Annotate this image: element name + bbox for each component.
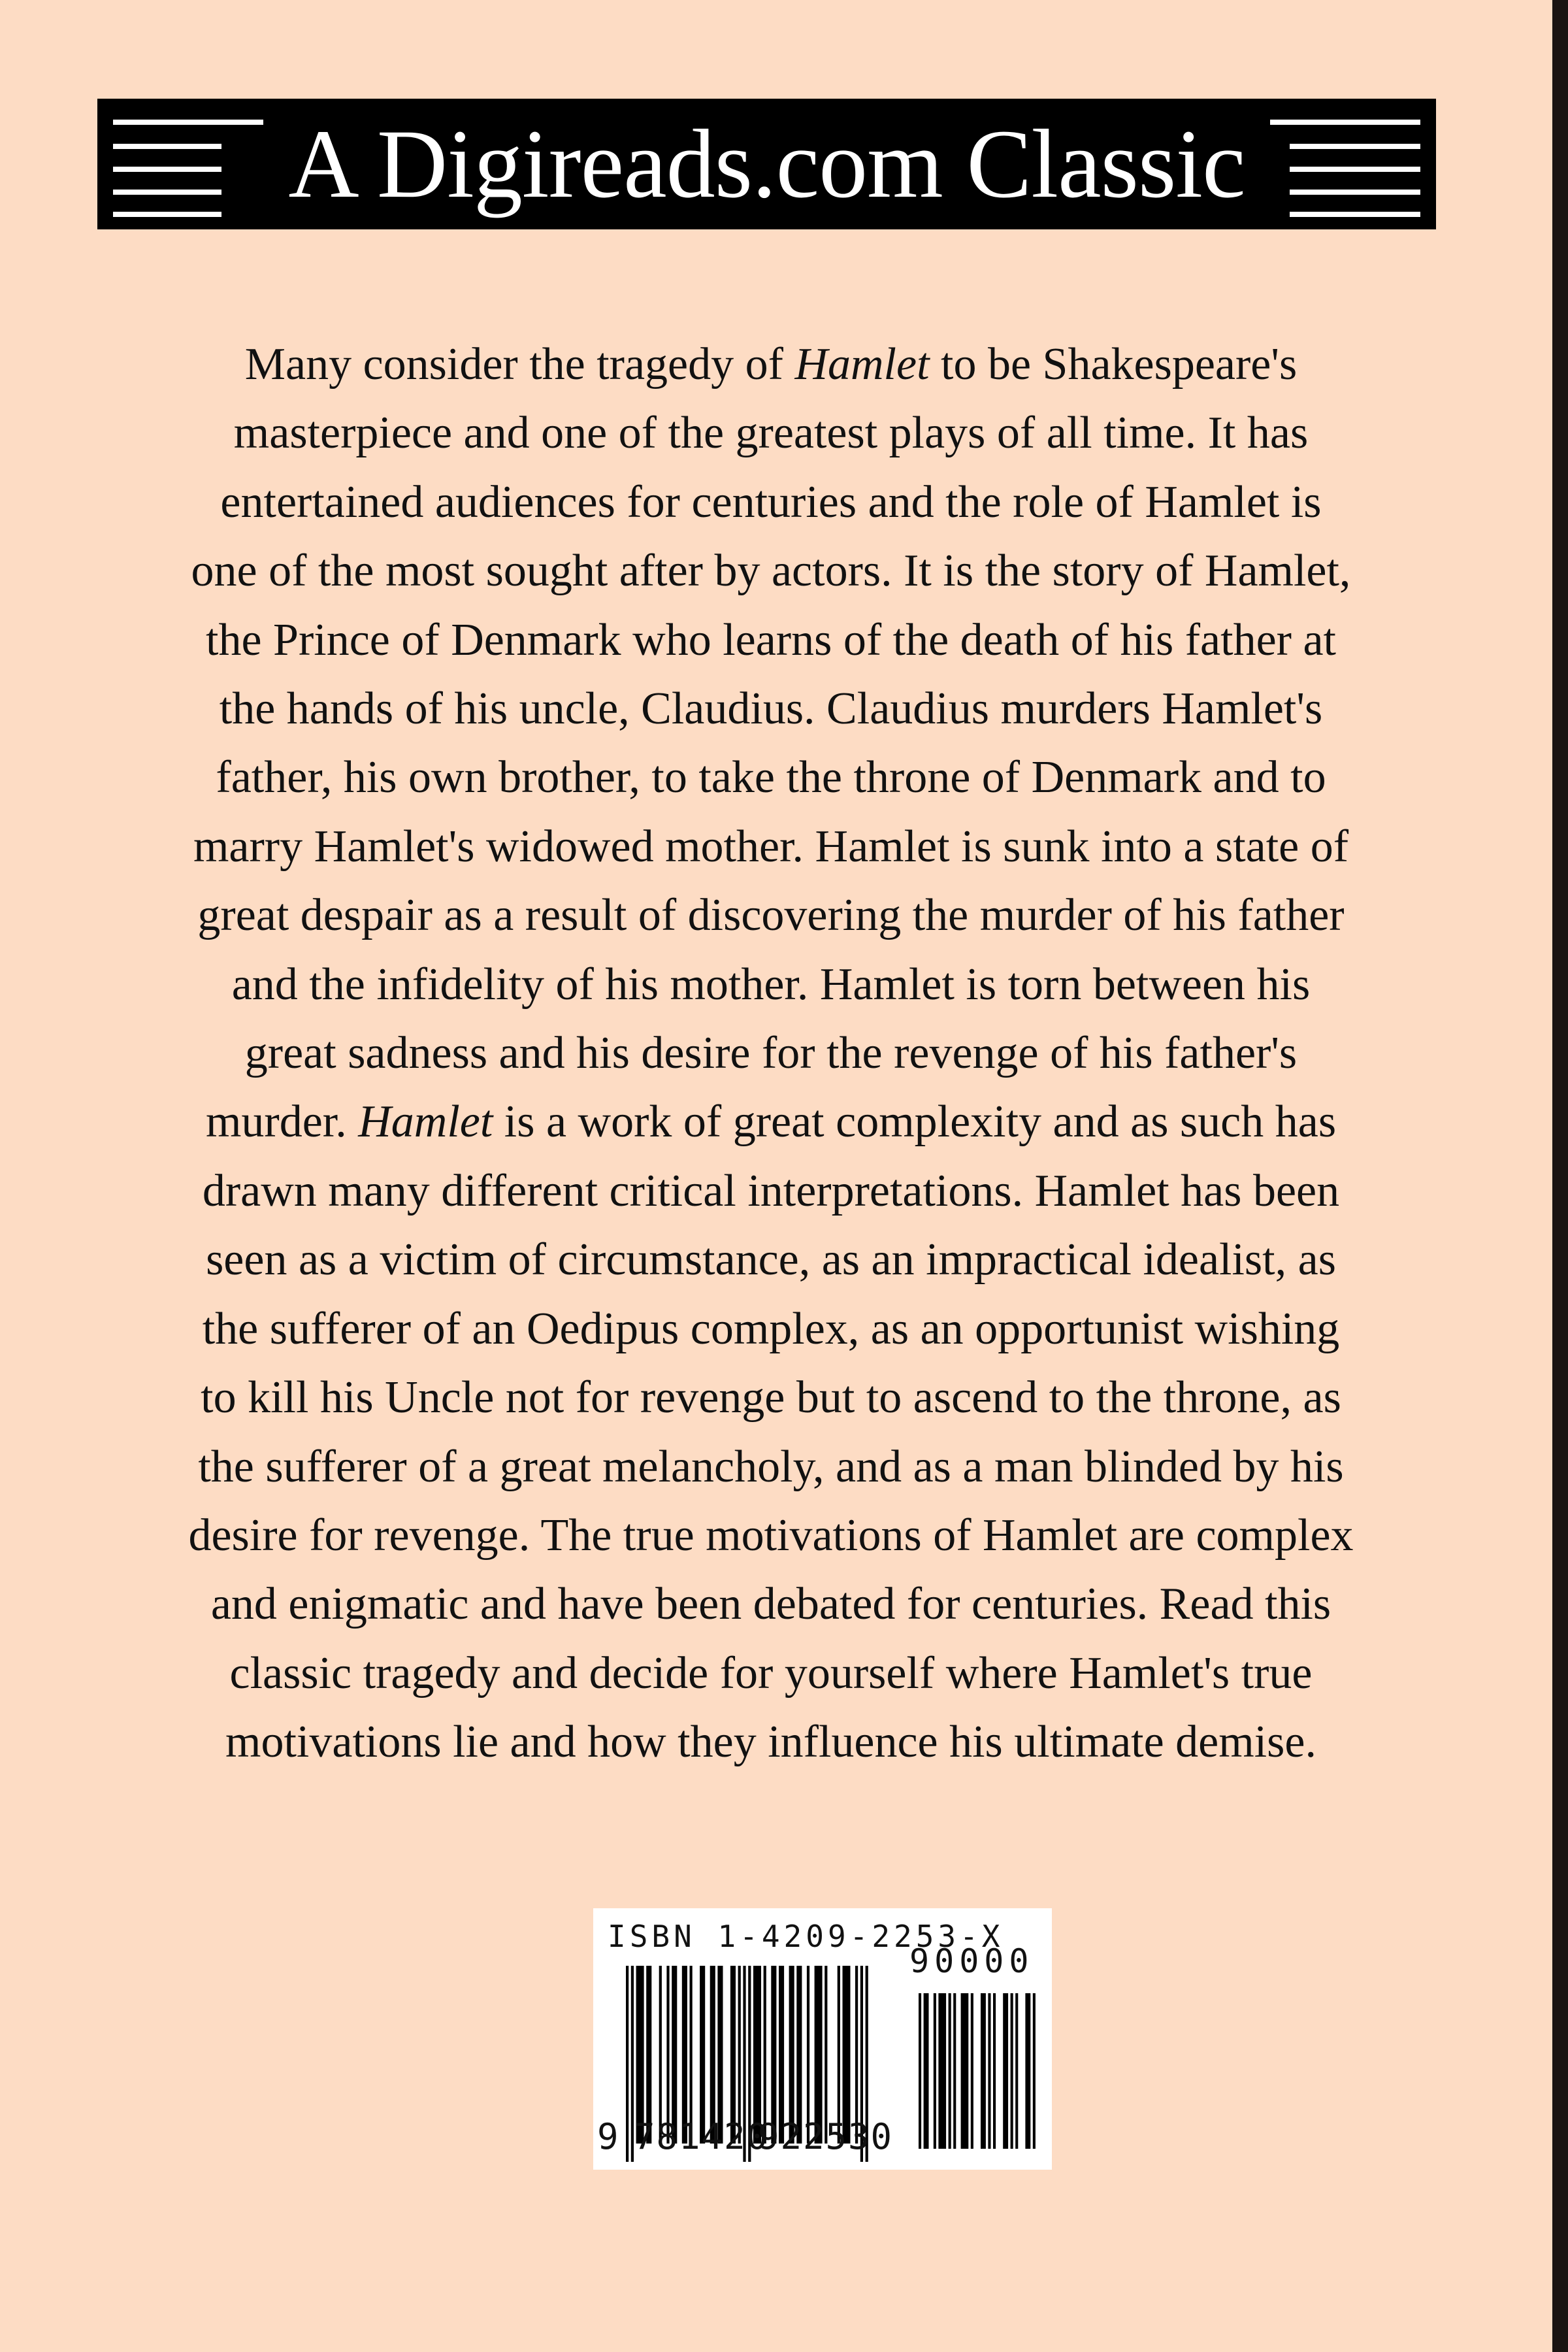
barcode-bar: [1033, 1993, 1036, 2149]
barcode-bar: [966, 1993, 968, 2149]
barcode-bar: [1003, 1993, 1005, 2149]
text-span: to be Shakespeare's: [929, 339, 1298, 389]
price-addon-digits: 90000: [909, 1942, 1034, 1980]
barcode-bar: [943, 1993, 946, 2149]
description-line: [98, 1087, 1444, 1156]
book-description: [98, 330, 1444, 1777]
barcode-bar: [949, 1993, 951, 2149]
barcode-bar: [963, 1993, 966, 2149]
description-line: [98, 330, 1444, 399]
book-title-italic: Hamlet: [794, 339, 930, 389]
ean-right-digits: 922530: [758, 2116, 894, 2157]
barcode-bar: [919, 1993, 921, 2149]
barcode-bar: [1011, 1993, 1013, 2149]
banner-title: [97, 104, 1436, 224]
barcode-bar: [1005, 1993, 1008, 2149]
description-line: one of the most sought after by actors. It is the story of Hamlet,: [191, 546, 1351, 597]
ean-left-digits: 781420: [634, 2116, 770, 2157]
description-line: father, his own brother, to take the throne of Denmark and to: [216, 752, 1326, 803]
description-line: great despair as a result of discovering the murder of his father: [197, 890, 1345, 941]
cover-right-edge: [1552, 0, 1568, 2352]
barcode-bar: [983, 1993, 986, 2149]
description-line: to kill his Uncle not for revenge but to ascend to the throne, as: [201, 1372, 1341, 1423]
description-line: marry Hamlet's widowed mother. Hamlet is sunk into a state of: [193, 821, 1349, 872]
description-line: great sadness and his desire for the revenge of his father's: [244, 1028, 1298, 1079]
barcode-bar: [993, 1993, 996, 2149]
barcode-bar: [924, 1993, 926, 2149]
isbn-barcode: [593, 1908, 1052, 2170]
description-line: and the infidelity of his mother. Hamlet is torn between his: [231, 959, 1311, 1010]
description-line: classic tragedy and decide for yourself where Hamlet's true: [229, 1648, 1313, 1698]
barcode-bar: [1025, 1993, 1028, 2149]
banner-title-text: A Digireads.com Classic: [263, 110, 1269, 218]
barcode-bar: [941, 1993, 943, 2149]
barcode-bar: [934, 1993, 936, 2149]
description-line: seen as a victim of circumstance, as an impractical idealist, as: [206, 1234, 1336, 1285]
barcode-bar: [626, 1966, 629, 2162]
text-span: is a work of great complexity and as such has: [493, 1097, 1337, 1148]
description-line: the sufferer of a great melancholy, and as a man blinded by his: [198, 1441, 1344, 1492]
text-span: murder.: [205, 1097, 359, 1148]
barcode-bar: [981, 1993, 983, 2149]
isbn-label: ISBN 1-4209-2253-X: [608, 1919, 1004, 1954]
publisher-banner: [97, 99, 1436, 229]
description-line: the sufferer of an Oedipus complex, as an opportunist wishing: [202, 1303, 1340, 1354]
description-line: drawn many different critical interpretations. Hamlet has been: [202, 1165, 1340, 1216]
barcode-bar: [1028, 1993, 1030, 2149]
description-line: desire for revenge. The true motivations of Hamlet are complex: [188, 1510, 1354, 1561]
description-line: the Prince of Denmark who learns of the death of his father at: [206, 614, 1336, 665]
description-line: motivations lie and how they influence his ultimate demise.: [225, 1717, 1316, 1768]
description-line: and enigmatic and have been debated for centuries. Read this: [210, 1579, 1331, 1630]
text-span: Many consider the tragedy of: [244, 339, 795, 389]
barcode-bar: [938, 1993, 941, 2149]
book-title-italic: Hamlet: [358, 1097, 493, 1148]
description-line: masterpiece and one of the greatest plays of all time. It has: [233, 408, 1309, 459]
barcode-bar: [953, 1993, 956, 2149]
description-line: entertained audiences for centuries and the role of Hamlet is: [220, 476, 1322, 527]
barcode-bar: [961, 1993, 964, 2149]
barcode-bar: [1015, 1993, 1018, 2149]
barcode-bar: [988, 1993, 990, 2149]
ean-first-digit: 9: [597, 2116, 619, 2157]
barcode-bar: [926, 1993, 928, 2149]
description-line: the hands of his uncle, Claudius. Claudius murders Hamlet's: [219, 684, 1323, 735]
barcode-bar: [971, 1993, 973, 2149]
